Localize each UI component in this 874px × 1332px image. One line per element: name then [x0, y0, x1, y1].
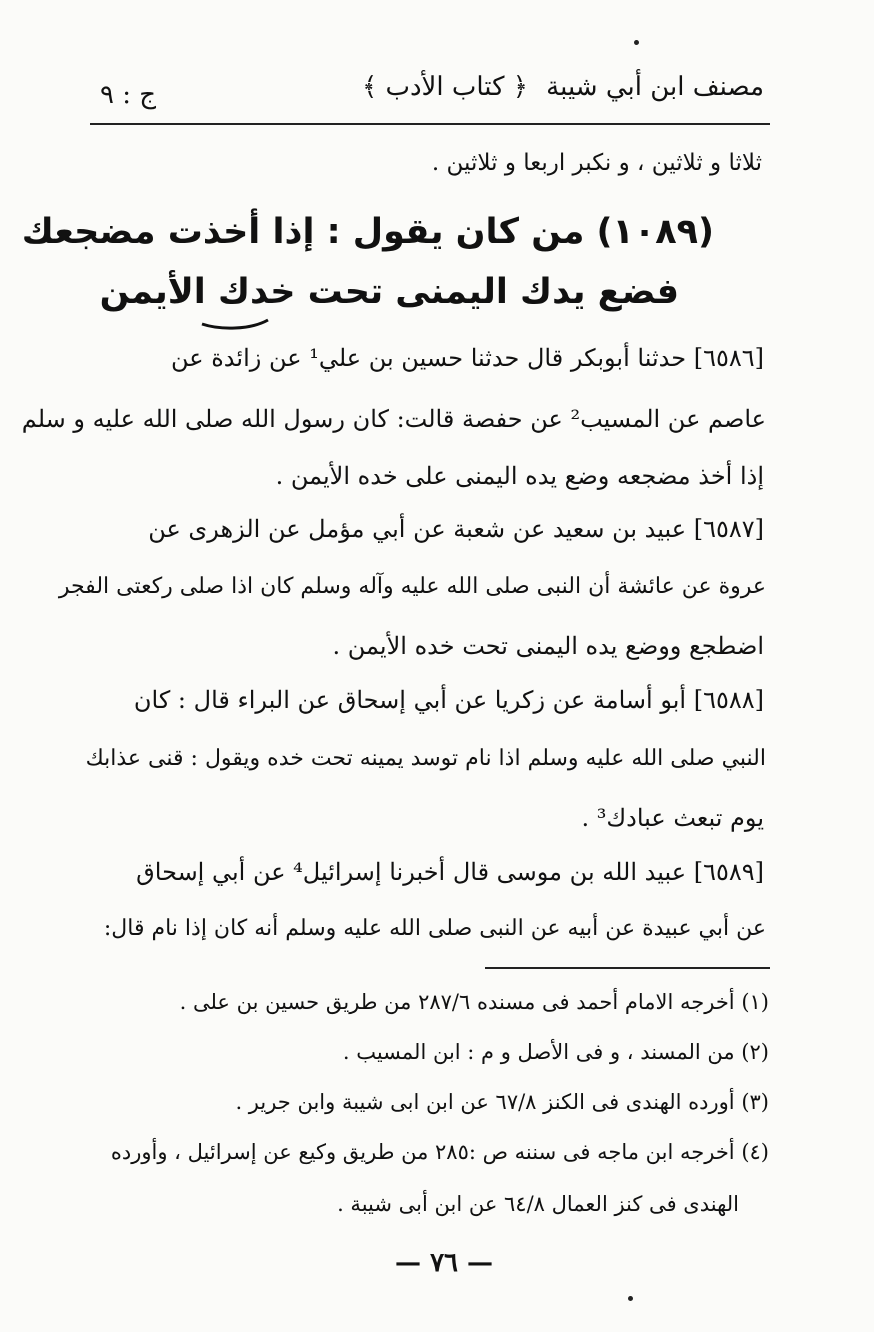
- hadith-6586-line-3: إذا أخذ مضجعه وضع يده اليمنى على خده الأيمن .: [275, 462, 764, 490]
- hadith-6587-line-2: عروة عن عائشة أن النبى صلى الله عليه وآله وسلم كان اذا صلى ركعتى الفجر: [58, 574, 766, 599]
- running-header-chapter: ﴿ كتاب الأدب ﴾: [362, 72, 528, 102]
- footnote-1: (١) أخرجه الامام أحمد فى مسنده ٢٨٧/٦ من طريق حسين بن على .: [179, 990, 769, 1014]
- footnote-4-line-2: الهندى فى كنز العمال ٦٤/٨ عن ابن أبى شيبة .: [337, 1192, 739, 1216]
- hadith-6586-line-2: عاصم عن المسيب² عن حفصة قالت: كان رسول الله صلى الله عليه و سلم: [21, 405, 766, 433]
- hadith-6588-line-3: يوم تبعث عبادك³ .: [581, 804, 764, 832]
- calligraphic-swash: [200, 318, 270, 332]
- chapter-heading-line-2: فضع يدك اليمنى تحت خدك الأيمن: [99, 272, 679, 312]
- hadith-6586-line-1: [٦٥٨٦] حدثنا أبوبكر قال حدثنا حسين بن علي¹ عن زائدة عن: [171, 344, 764, 372]
- hadith-6587-line-1: [٦٥٨٧] عبيد بن سعيد عن شعبة عن أبي مؤمل عن الزهرى عن: [148, 515, 764, 543]
- header-rule: [90, 123, 770, 125]
- footnote-3: (٣) أورده الهندى فى الكنز ٦٧/٨ عن ابن ابى شيبة وابن جرير .: [235, 1090, 769, 1114]
- hadith-6589-line-2: عن أبي عبيدة عن أبيه عن النبى صلى الله عليه وسلم أنه كان إذا نام قال:: [103, 916, 766, 941]
- intro-line: ثلاثا و ثلاثين ، و نكبر اربعا و ثلاثين .: [431, 150, 762, 176]
- running-header-book-title: مصنف ابن أبي شيبة: [546, 72, 764, 102]
- footnote-2: (٢) من المسند ، و فى الأصل و م : ابن المسيب .: [342, 1040, 769, 1064]
- hadith-6589-line-1: [٦٥٨٩] عبيد الله بن موسى قال أخبرنا إسرائيل⁴ عن أبي إسحاق: [136, 858, 764, 886]
- ink-speck: [634, 40, 639, 45]
- ink-speck: [628, 1296, 633, 1301]
- footnote-rule: [485, 967, 770, 969]
- page-number: — ٧٦ —: [395, 1248, 494, 1278]
- hadith-6587-line-3: اضطجع ووضع يده اليمنى تحت خده الأيمن .: [332, 632, 764, 660]
- volume-number: ج : ٩: [100, 80, 157, 110]
- hadith-6588-line-2: النبي صلى الله عليه وسلم اذا نام توسد يمينه تحت خده ويقول : قنى عذابك: [85, 746, 766, 771]
- footnote-4-line-1: (٤) أخرجه ابن ماجه فى سننه ص :٢٨٥ من طريق وكيع عن إسرائيل ، وأورده: [110, 1140, 769, 1164]
- hadith-6588-line-1: [٦٥٨٨] أبو أسامة عن زكريا عن أبي إسحاق عن البراء قال : كان: [133, 686, 764, 714]
- chapter-heading-line-1: (١٠٨٩) من كان يقول : إذا أخذت مضجعك: [21, 212, 714, 252]
